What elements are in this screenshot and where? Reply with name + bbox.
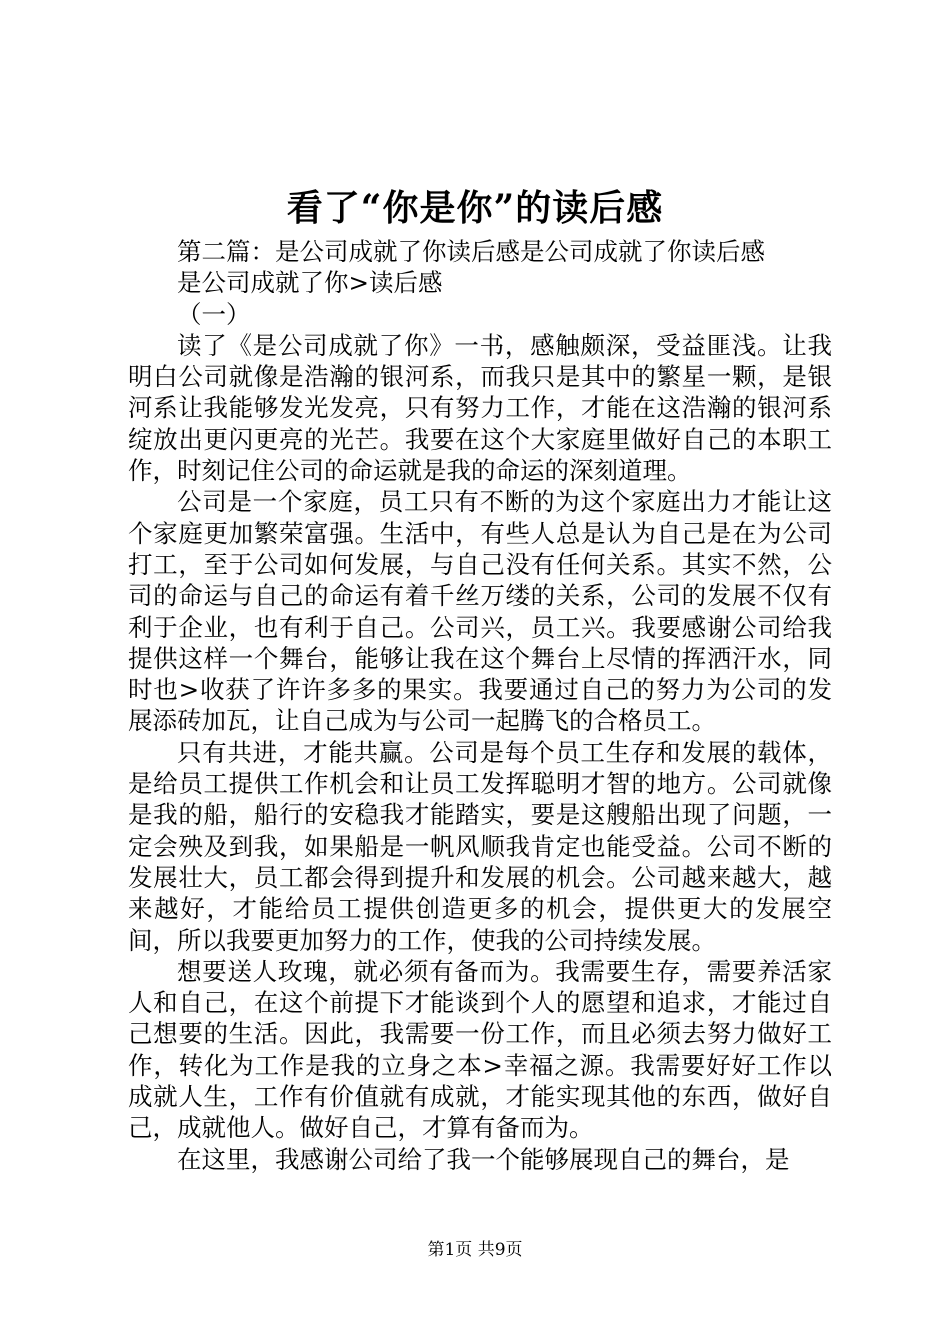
document-title: 看了“你是你”的读后感 — [286, 187, 664, 229]
page-footer: 第1页 共9页 — [427, 1240, 523, 1260]
paragraph: 在这里，我感谢公司给了我一个能够展现自己的舞台，是 — [177, 1144, 790, 1174]
paragraph: 读了《是公司成就了你》一书，感触颇深，受益匪浅。让我明白公司就像是浩瀚的银河系，而我只是其中的繁星一颗，是银河系让我能够发光发亮，只有努力工作，才能在这浩瀚的银河系绽放出更闪更亮的光芒。我要在这个大家庭里做好自己的本职工作，时刻记住公司的命运就是我的命运的深刻道理。 — [128, 330, 832, 486]
subtitle-line-2: 是公司成就了你>读后感 — [177, 268, 443, 298]
paragraph: 公司是一个家庭，员工只有不断的为这个家庭出力才能让这个家庭更加繁荣富强。生活中，有些人总是认为自己是在为公司打工，至于公司如何发展，与自己没有任何关系。其实不然，公司的命运与自己的命运有着千丝万缕的关系，公司的发展不仅有利于企业，也有利于自己。公司兴，员工兴。我要感谢公司给我提供这样一个舞台，能够让我在这个舞台上尽情的挥洒汗水，同时也>收获了许许多多的果实。我要通过自己的努力为公司的发展添砖加瓦，让自己成为与公司一起腾飞的合格员工。 — [128, 487, 832, 736]
document-body — [128, 236, 832, 1175]
paragraph: 想要送人玫瑰，就必须有备而为。我需要生存，需要养活家人和自己，在这个前提下才能谈到个人的愿望和追求，才能过自己想要的生活。因此，我需要一份工作，而且必须去努力做好工作，转化为工作是我的立身之本>幸福之源。我需要好好工作以成就人生，工作有价值就有成就，才能实现其他的东西，做好自己，成就他人。做好自己，才算有备而为。 — [128, 956, 832, 1143]
subtitle-line-1: 第二篇：是公司成就了你读后感是公司成就了你读后感 — [177, 237, 765, 266]
section-marker: （一） — [177, 299, 251, 329]
paragraph: 只有共进，才能共赢。公司是每个员工生存和发展的载体，是给员工提供工作机会和让员工发挥聪明才智的地方。公司就像是我的船，船行的安稳我才能踏实，要是这艘船出现了问题，一定会殃及到我，如果船是一帆风顺我肯定也能受益。公司不断的发展壮大，员工都会得到提升和发展的机会。公司越来越大，越来越好，才能给员工提供创造更多的机会，提供更大的发展空间，所以我要更加努力的工作，使我的公司持续发展。 — [128, 737, 832, 955]
